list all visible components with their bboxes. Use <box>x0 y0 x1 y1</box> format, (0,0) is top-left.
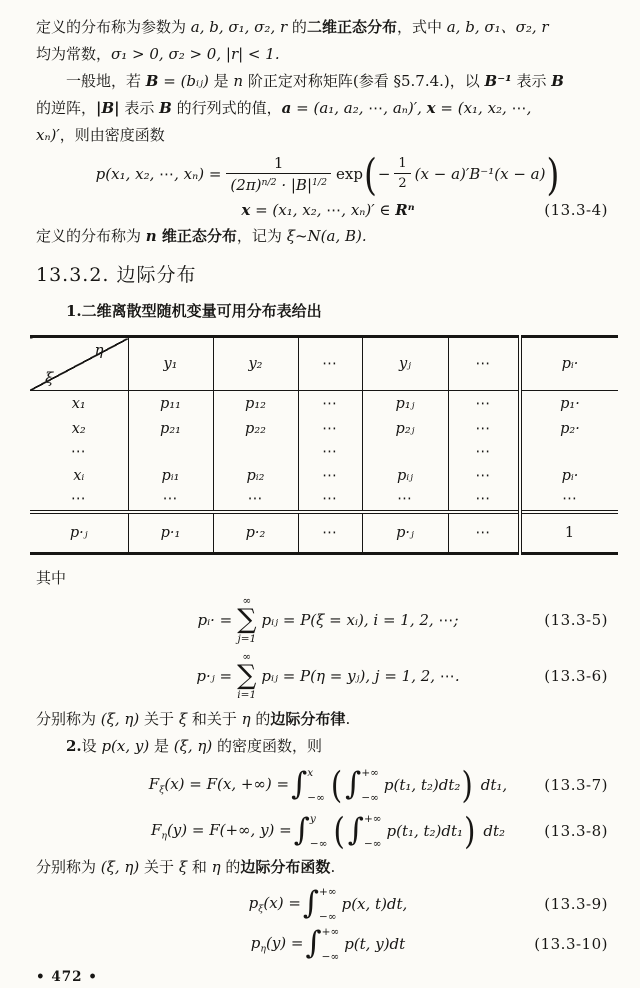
text-segment: dt₁, <box>480 776 508 794</box>
text-segment: ξ <box>159 784 165 796</box>
text-segment: x <box>426 99 436 117</box>
text-segment: Rⁿ <box>395 201 415 219</box>
summation-symbol <box>237 651 256 702</box>
text-segment: σ₁ > 0, σ₂ > 0, |r| < 1. <box>111 45 280 63</box>
text-segment: p(t₁, t₂)dt₁ <box>386 822 464 840</box>
sum-upper-limit: ∞ <box>242 594 252 607</box>
text-segment: 是 <box>149 737 174 755</box>
text-segment: pᵢⱼ = P(η = yⱼ), j = 1, 2, ⋯. <box>261 667 460 685</box>
text-segment: η <box>161 830 167 842</box>
table-cell: ⋯ <box>213 488 298 512</box>
table-cell: ⋯ <box>448 391 520 417</box>
open-paren: ( <box>333 809 345 852</box>
equation-lhs <box>196 667 232 685</box>
text-segment: 的 <box>287 18 307 36</box>
table-cell: p·₂ <box>213 512 298 554</box>
text-segment: B <box>145 72 159 90</box>
table-cell: pᵢ₁ <box>128 463 213 488</box>
integral-icon: ∫ <box>347 811 364 848</box>
text-segment: · |B| <box>276 175 313 194</box>
equation-body <box>241 201 414 219</box>
text-segment: dt₂ <box>483 822 506 840</box>
integral-lower-limit: −∞ <box>309 837 328 850</box>
text-segment: B⁻¹ <box>484 72 512 90</box>
equation-13-3-4-line-2 <box>36 197 620 223</box>
table-header-row <box>30 337 618 391</box>
table-cell: p₂· <box>520 416 618 441</box>
equation-tail <box>481 776 507 794</box>
text-segment: η <box>241 710 251 728</box>
text-segment: = (x₁, x₂, ⋯, xₙ)′ ∈ <box>250 201 396 219</box>
text-segment: 的 <box>250 710 271 728</box>
text-segment: p <box>250 933 261 952</box>
page-number: • 472 • <box>36 969 98 985</box>
table-cell: ⋯ <box>298 488 362 512</box>
text-segment: (2π) <box>230 175 262 194</box>
minus-sign: − <box>377 165 391 183</box>
fraction <box>226 154 331 195</box>
sigma-icon: ∑ <box>237 660 257 692</box>
text-segment: 1/2 <box>312 176 327 188</box>
fraction-numerator: 1 <box>398 156 407 172</box>
table-cell: x₂ <box>30 416 128 441</box>
table-cell: p₁ⱼ <box>362 391 448 417</box>
equation-body <box>384 776 461 794</box>
body-paragraph-1-line-2 <box>36 41 620 68</box>
table-cell: p₁₁ <box>128 391 213 417</box>
text-segment: 关于 <box>139 858 179 876</box>
equation-number: (13.3-10) <box>534 935 608 953</box>
corner-eta-label: η <box>94 341 104 359</box>
table-cell: ⋯ <box>448 488 520 512</box>
equation-body <box>415 165 546 183</box>
section-heading: 13.3.2. 边际分布 <box>36 264 197 286</box>
text-segment: p(x, t)dt, <box>341 895 408 913</box>
text-segment: 二维离散型随机变量可用分布表给出 <box>81 302 322 320</box>
exp-label: exp <box>335 165 363 183</box>
table-cell: ⋯ <box>298 391 362 417</box>
text-segment: ，式中 <box>396 18 447 36</box>
table-cell: p₂₁ <box>128 416 213 441</box>
integral-upper-limit: y <box>309 812 316 825</box>
integral-icon: ∫ <box>345 765 362 802</box>
text-segment: . <box>330 858 336 876</box>
list-item-2 <box>36 733 620 760</box>
equation-number: (13.3-4) <box>544 201 608 219</box>
table-cell: pᵢ₂ <box>213 463 298 488</box>
text-segment: B <box>159 99 172 117</box>
equation-number: (13.3-5) <box>544 611 608 629</box>
text-segment: 一般地，若 <box>66 72 146 90</box>
text-segment: ξ~N(a, B). <box>286 227 367 245</box>
integral-lower-limit: −∞ <box>321 950 340 963</box>
equation-lhs <box>249 894 301 914</box>
text-segment: 维正态分布 <box>156 227 237 245</box>
table-cell: ⋯ <box>448 512 520 554</box>
table-cell: yⱼ <box>362 337 448 391</box>
equation-lhs <box>96 165 222 183</box>
fraction-denominator: 2 <box>394 173 410 192</box>
table-cell: ⋯ <box>298 416 362 441</box>
text-segment: F <box>148 774 160 793</box>
body-paragraph-2-line-1 <box>36 68 620 95</box>
body-paragraph-5 <box>36 706 620 733</box>
integral-lower-limit: −∞ <box>363 837 382 850</box>
equation-13-3-5 <box>36 594 620 646</box>
body-paragraph-2-line-2 <box>36 95 620 122</box>
text-segment: = (bᵢⱼ) <box>158 72 209 90</box>
text-segment: 和关于 <box>187 710 242 728</box>
integral-symbol <box>294 813 331 850</box>
text-segment: (ξ, η) <box>173 737 213 755</box>
text-segment: 分别称为 <box>36 710 101 728</box>
table-cell: ⋯ <box>448 416 520 441</box>
equation-rhs <box>342 895 408 913</box>
table-row <box>30 488 618 512</box>
table-cell: ⋯ <box>298 337 362 391</box>
table-cell: y₂ <box>213 337 298 391</box>
integral-symbol <box>345 767 382 804</box>
table-cell <box>128 441 213 463</box>
equation-13-3-7 <box>36 764 620 806</box>
integral-symbol <box>306 926 343 963</box>
text-segment: (x − a)′B⁻¹(x − a) <box>414 165 546 183</box>
text-segment: = (x₁, x₂, ⋯, <box>435 99 532 117</box>
table-cell: ⋯ <box>448 441 520 463</box>
integral-symbol <box>348 813 385 850</box>
table-cell: ⋯ <box>448 337 520 391</box>
table-cell: ⋯ <box>128 488 213 512</box>
table-corner-cell <box>30 337 128 391</box>
text-segment: p(t, y)dt <box>344 935 406 953</box>
fraction-denominator <box>226 173 331 195</box>
table-cell: ⋯ <box>30 488 128 512</box>
equation-13-3-9 <box>36 885 620 923</box>
text-segment: 分别称为 <box>36 858 101 876</box>
text-segment: p(x₁, x₂, ⋯, xₙ) = <box>95 165 222 183</box>
equation-rhs <box>261 667 459 685</box>
text-segment: = (a₁, a₂, ⋯, aₙ)′, <box>291 99 427 117</box>
table-cell: p·ⱼ <box>30 512 128 554</box>
integral-lower-limit: −∞ <box>361 791 379 804</box>
table-cell: p₁· <box>520 391 618 417</box>
table-cell: p·ⱼ <box>362 512 448 554</box>
sum-lower-limit: j=1 <box>237 632 257 645</box>
close-paren: ) <box>546 148 560 200</box>
text-segment: 的密度函数，则 <box>212 737 323 755</box>
text-segment: a <box>281 99 292 117</box>
table-cell <box>520 441 618 463</box>
table-footer-row <box>30 512 618 554</box>
list-item-1 <box>36 298 620 325</box>
table-cell: y₁ <box>128 337 213 391</box>
table-cell: 1 <box>520 512 618 554</box>
text-segment: (x) = <box>263 893 301 912</box>
text-segment: n <box>233 72 244 90</box>
integral-icon: ∫ <box>291 765 308 802</box>
close-paren: ) <box>464 809 476 852</box>
text-segment: (ξ, η) <box>100 710 140 728</box>
sum-lower-limit: i=1 <box>237 688 257 701</box>
text-segment: n <box>145 227 157 245</box>
table-cell: ⋯ <box>362 488 448 512</box>
equation-body <box>386 822 463 840</box>
integral-icon: ∫ <box>293 811 310 848</box>
sum-upper-limit: ∞ <box>242 650 252 663</box>
open-paren: ( <box>330 763 343 806</box>
equation-number: (13.3-8) <box>544 822 608 840</box>
table-cell: p₂ⱼ <box>362 416 448 441</box>
text-segment: a, b, σ₁, σ₂, r <box>190 18 288 36</box>
text-segment: p·ⱼ = <box>196 667 233 685</box>
table-cell: p₁₂ <box>213 391 298 417</box>
text-segment: F <box>150 820 162 839</box>
integral-upper-limit: +∞ <box>361 766 379 779</box>
equation-tail <box>483 822 505 840</box>
equation-number: (13.3-7) <box>544 776 608 794</box>
corner-xi-label: ξ <box>45 369 54 387</box>
text-segment: 二维正态分布 <box>306 18 397 36</box>
integral-upper-limit: +∞ <box>319 885 337 898</box>
text-segment: 边际分布律 <box>270 710 346 728</box>
fraction-one-half <box>394 156 410 192</box>
integral-symbol <box>303 886 340 923</box>
body-paragraph-1-line-1 <box>36 14 620 41</box>
text-segment: 的 <box>220 858 241 876</box>
text-segment: n/2 <box>261 176 277 188</box>
fraction-numerator: 1 <box>273 153 284 172</box>
integral-upper-limit: x <box>307 766 314 779</box>
text-segment: p(t₁, t₂)dt₂ <box>383 776 461 794</box>
sigma-icon: ∑ <box>237 604 257 636</box>
text-segment: 边际分布函数 <box>240 858 331 876</box>
equation-lhs <box>251 934 304 954</box>
integral-lower-limit: −∞ <box>307 791 325 804</box>
table-cell: ⋯ <box>520 488 618 512</box>
equation-lhs <box>149 775 289 795</box>
text-segment: ξ <box>178 710 188 728</box>
table-cell: ⋯ <box>298 463 362 488</box>
integral-lower-limit: −∞ <box>319 910 337 923</box>
table-row <box>30 416 618 441</box>
text-segment: η <box>260 943 266 955</box>
text-segment: 关于 <box>139 710 179 728</box>
equation-13-3-6 <box>36 650 620 702</box>
text-segment: ，则由密度函数 <box>59 126 165 144</box>
text-segment: B <box>551 72 564 90</box>
text-segment: 和 <box>187 858 212 876</box>
close-paren: ) <box>461 763 473 806</box>
table-cell: ⋯ <box>298 512 362 554</box>
text-segment: (x) = F(x, +∞) = <box>164 774 290 793</box>
table-row <box>30 391 618 417</box>
integral-symbol <box>291 767 328 804</box>
table-cell: p₂₂ <box>213 416 298 441</box>
table-cell: x₁ <box>30 391 128 417</box>
text-segment: 是 <box>208 72 234 90</box>
table-row <box>30 463 618 488</box>
body-paragraph-3 <box>36 223 620 250</box>
text-segment: η <box>211 858 221 876</box>
text-segment: 设 <box>81 737 102 755</box>
table-body <box>30 391 618 513</box>
text-segment: pᵢⱼ = P(ξ = xᵢ), i = 1, 2, ⋯; <box>261 611 459 629</box>
text-segment: x <box>241 201 251 219</box>
text-segment: 定义的分布称为 <box>36 227 146 245</box>
body-paragraph-4: 其中 <box>36 569 67 587</box>
text-segment: (y) = <box>265 933 304 952</box>
integral-icon: ∫ <box>305 924 322 961</box>
text-segment: 2. <box>66 737 82 755</box>
distribution-table <box>30 335 618 555</box>
text-segment: ξ <box>258 903 264 915</box>
body-paragraph-6 <box>36 854 620 881</box>
equation-13-3-10 <box>36 925 620 963</box>
integral-upper-limit: +∞ <box>321 925 340 938</box>
text-segment: 表示 <box>119 99 160 117</box>
equation-lhs <box>198 611 233 629</box>
equation-number: (13.3-9) <box>544 895 608 913</box>
table-cell: p·₁ <box>128 512 213 554</box>
table-cell <box>213 441 298 463</box>
text-segment: (ξ, η) <box>100 858 140 876</box>
table-cell: xᵢ <box>30 463 128 488</box>
integral-icon: ∫ <box>302 884 320 921</box>
table-cell: ⋯ <box>448 463 520 488</box>
equation-lhs <box>151 821 292 841</box>
table-cell <box>362 441 448 463</box>
text-segment: p(x, y) <box>101 737 150 755</box>
text-segment: pᵢ· = <box>197 611 233 629</box>
equation-13-3-4-line-1 <box>36 148 620 200</box>
integral-upper-limit: +∞ <box>363 812 382 825</box>
table-cell: pᵢ· <box>520 337 618 391</box>
summation-symbol <box>237 595 256 646</box>
text-segment: |B| <box>96 99 120 117</box>
text-segment: p <box>248 893 259 912</box>
text-segment: 表示 <box>511 72 552 90</box>
open-paren: ( <box>363 148 377 200</box>
table-cell: pᵢⱼ <box>362 463 448 488</box>
text-segment: 的行列式的值， <box>171 99 282 117</box>
table-cell: pᵢ· <box>520 463 618 488</box>
text-segment: xₙ)′ <box>36 126 60 144</box>
text-segment: 1. <box>66 302 82 320</box>
text-segment: 阶正定对称矩阵(参看 §5.7.4.)，以 <box>243 72 485 90</box>
text-segment: 的逆阵， <box>36 99 97 117</box>
text-segment: a, b, σ₁、σ₂, r <box>446 18 549 36</box>
equation-rhs <box>344 935 405 953</box>
text-segment: . <box>345 710 351 728</box>
body-paragraph-2-line-3 <box>36 122 620 149</box>
text-segment: ，记为 <box>236 227 287 245</box>
equation-rhs <box>262 611 459 629</box>
table-cell: ⋯ <box>298 441 362 463</box>
text-segment: 定义的分布称为参数为 <box>36 18 191 36</box>
text-segment: (y) = F(+∞, y) = <box>166 820 292 839</box>
table-cell: ⋯ <box>30 441 128 463</box>
text-segment: ξ <box>178 858 188 876</box>
equation-13-3-8 <box>36 810 620 852</box>
table-row <box>30 441 618 463</box>
text-segment: 均为常数， <box>36 45 112 63</box>
equation-number: (13.3-6) <box>544 667 608 685</box>
